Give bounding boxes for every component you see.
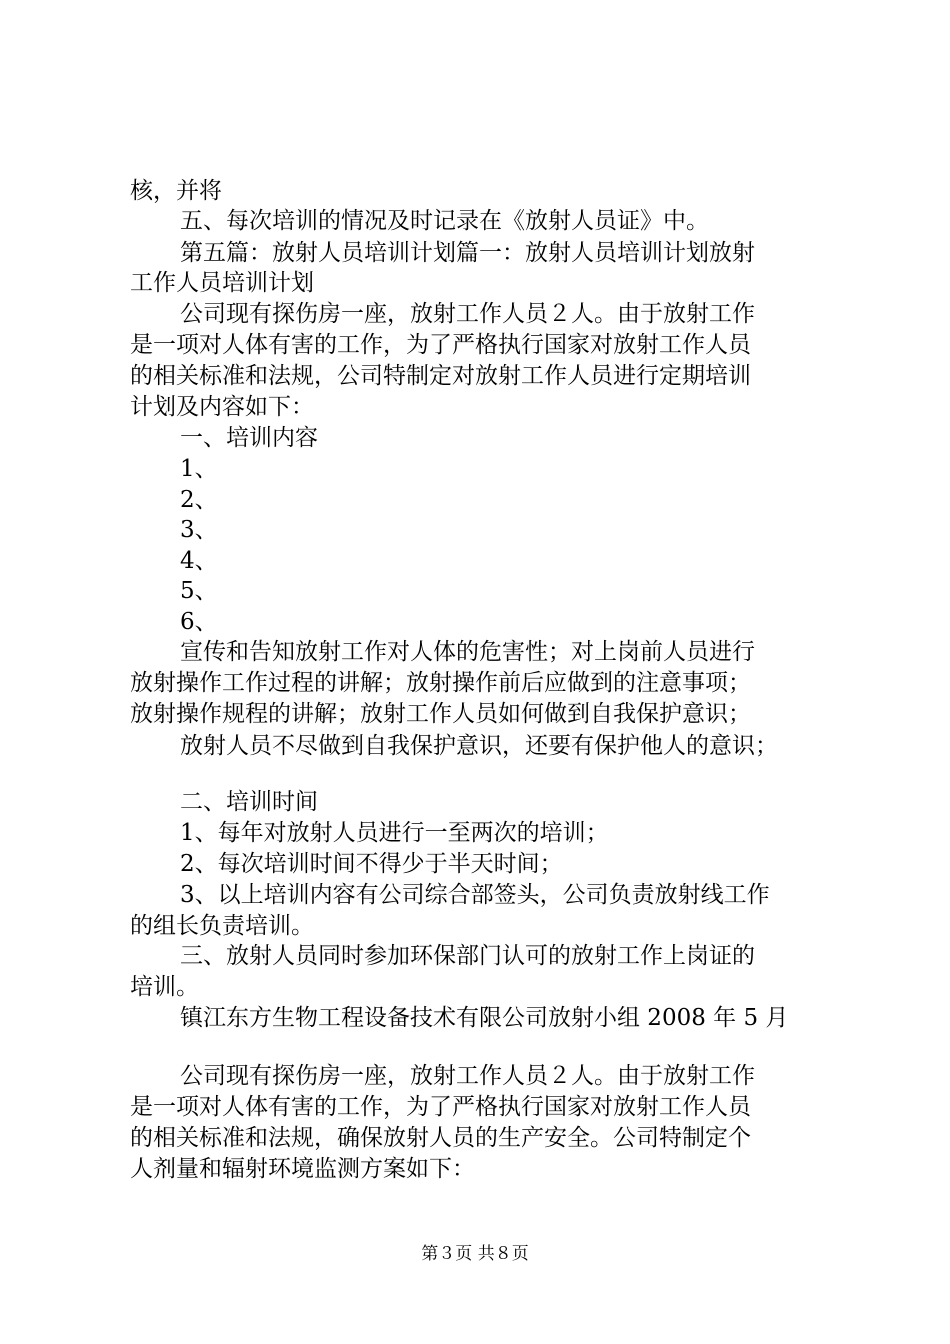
text-line: 核，并将 <box>130 178 222 204</box>
section-heading: 一、培训内容 <box>180 425 318 451</box>
text-line: 放射操作规程的讲解；放射工作人员如何做到自我保护意识； <box>130 701 751 727</box>
text-line: 宣传和告知放射工作对人体的危害性；对上岗前人员进行 <box>180 639 755 665</box>
list-item: 6、 <box>180 609 218 635</box>
text-line: 公司现有探伤房一座，放射工作人员２人。由于放射工作 <box>180 1063 755 1089</box>
section-heading: 三、放射人员同时参加环保部门认可的放射工作上岗证的 <box>180 943 755 969</box>
list-item: 3、 <box>180 517 218 543</box>
text-line: 五、每次培训的情况及时记录在《放射人员证》中。 <box>180 208 709 234</box>
text-line: 人剂量和辐射环境监测方案如下： <box>130 1156 475 1182</box>
list-item: 4、 <box>180 548 218 574</box>
text-line: 培训。 <box>130 974 199 1000</box>
text-line: 的组长负责培训。 <box>130 913 314 939</box>
signature-line: 镇江东方生物工程设备技术有限公司放射小组 2008 年 5 月 <box>180 1005 789 1031</box>
list-item: 2、 <box>180 487 218 513</box>
text-line: 第五篇：放射人员培训计划篇一：放射人员培训计划放射 <box>180 240 755 266</box>
text-line: 放射人员不尽做到自我保护意识，还要有保护他人的意识； <box>180 733 778 759</box>
list-item: 2、每次培训时间不得少于半天时间； <box>180 851 563 877</box>
text-line: 的相关标准和法规，确保放射人员的生产安全。公司特制定个 <box>130 1125 751 1151</box>
text-line: 放射操作工作过程的讲解；放射操作前后应做到的注意事项； <box>130 670 751 696</box>
text-line: 是一项对人体有害的工作，为了严格执行国家对放射工作人员 <box>130 332 751 358</box>
section-heading: 二、培训时间 <box>180 789 318 815</box>
list-item: 3、以上培训内容有公司综合部签头，公司负责放射线工作 <box>180 882 770 908</box>
list-item: 1、 <box>180 456 218 482</box>
text-line: 公司现有探伤房一座，放射工作人员２人。由于放射工作 <box>180 301 755 327</box>
list-item: 5、 <box>180 578 218 604</box>
page-number-footer: 第３页 共８页 <box>421 1244 529 1264</box>
text-line: 工作人员培训计划 <box>130 270 314 296</box>
text-line: 是一项对人体有害的工作，为了严格执行国家对放射工作人员 <box>130 1094 751 1120</box>
list-item: 1、每年对放射人员进行一至两次的培训； <box>180 820 609 846</box>
text-line: 计划及内容如下： <box>130 394 314 420</box>
text-line: 的相关标准和法规，公司特制定对放射工作人员进行定期培训 <box>130 363 751 389</box>
